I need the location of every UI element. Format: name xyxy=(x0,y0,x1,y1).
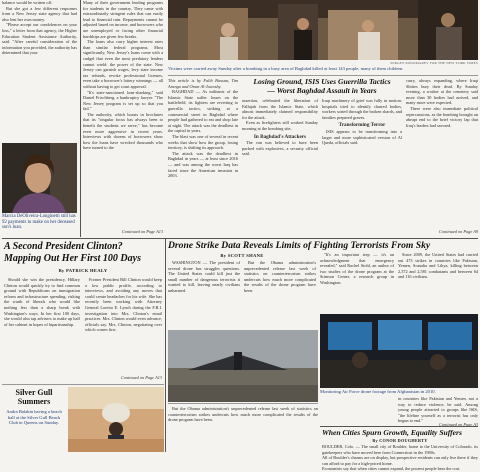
loan-story-paragraph: balance would be written off. xyxy=(2,0,53,5)
loan-story-paragraph: But she got a few different responses from a New Jersey state agency that had also lent her own money. xyxy=(2,5,77,22)
divider xyxy=(168,75,478,76)
section-divider xyxy=(2,238,478,239)
drone-paragraph: Since 2009, the United States had carried out 473 strikes in countries like Pakistan, Yemen, Somalia and Libya, killing between 2,372 and 2,581 combatants and between 64 and 116 civilians. xyxy=(398,252,478,280)
iraq-paragraph: The attack was the deadliest in Baghdad in years — at least since 2016 — and was among the worst Iraq has faced since the American invasion in 2003. xyxy=(168,150,238,179)
portrait-photo xyxy=(2,143,77,213)
divider xyxy=(168,403,318,404)
drone-photo xyxy=(168,330,318,402)
monitoring-scene-illustration xyxy=(320,314,478,388)
iraq-headline-line-2: — Worst Baghdad Assault in Years xyxy=(267,86,377,95)
drone-scene-illustration xyxy=(168,330,318,402)
loan-story-mid-column xyxy=(83,0,163,228)
clinton-paragraph: Former President Bill Clinton would keep a low public profile, according to interviews, and avoiding any moves that could create headaches for his wife. She has recently been working with Attorney General Loretta E. Lynch during the F.B.I. investigation into Mrs. Clinton's email practices. Mrs. Clinton would even advance, officials say. Mrs. Clinton, negotiating over which comes first. xyxy=(85,277,162,333)
iraq-paragraph: carry, always expanding, where Iraqi Shiites bury their dead. By Sunday evening, a worker at the cemetery said more than 30 bodies had arrived, and many more were expected. xyxy=(406,78,478,106)
drone-paragraph: "It's an important step — it's an acknowledgment that emergency revealed," said Rachel Stohl, an author of two studies of the drone program at the Stimson Center, a research group in Washington. xyxy=(320,252,394,285)
section-divider xyxy=(320,426,478,427)
loan-story-paragraph: "It's state-sanctioned loan-sharking," said Daniel Frischberg, a bankruptcy lawyer. "The New Jersey program is set up so that you fail." xyxy=(83,89,163,112)
portrait-caption: Marcia DeOliveira-Longinetti still has 92 payments to make on her deceased son's loan. xyxy=(2,214,76,231)
iraq-paragraph: assertion, celebrated the liberation of Fallujah from the Islamic State, which almost immediately claimed responsibility for the attack. xyxy=(242,98,318,120)
cities-headline[interactable]: When Cities Spurn Growth, Equality Suffers xyxy=(322,428,462,437)
baghdad-photo xyxy=(168,0,478,60)
loan-story-paragraph: "Please accept our condolences on your loss," a letter from that agency, the Higher Education Student Assistance Authority, said. "After careful consideration of the information you provided, the authority has determined that your xyxy=(2,22,77,56)
iraq-headline[interactable] xyxy=(242,77,402,95)
cities-column xyxy=(322,444,478,472)
iraq-headline-line-1: Losing Ground, ISIS Uses Guerrilla Tactics xyxy=(253,77,391,86)
column-divider xyxy=(165,238,166,452)
drone-paragraph: WASHINGTON — The president of several drone bas struggles questions. The United States could kill just the small number of dangerous terrorists it wanted to kill, leaving nearly civilians unharmed. xyxy=(168,260,240,293)
iraq-subhead: Transforming Terror xyxy=(338,122,386,129)
continued-link[interactable]: Continued on Page A13 xyxy=(121,229,163,234)
beach-photo xyxy=(68,387,164,452)
continued-link[interactable]: Continued on Page A3 xyxy=(439,422,478,427)
drone-paragraph: But the Obama administration's unprecedented release last week of statistics on counterterrorism strikes undercuts how much more complicated the results of the drone program have been. xyxy=(244,260,316,293)
loan-story-paragraph: The authority, which boasts in brochures that its "singular focus has always been to benefit the students we serve," has become even more aggressive in recent years. Interviews with dozens of borrowers show how the loans have wrecked thousands who have turned to the xyxy=(83,111,163,151)
drone-column-5 xyxy=(398,396,478,422)
continued-link[interactable]: Continued on Page A13 xyxy=(120,375,162,380)
drone-byline: By SCOTT SHANE xyxy=(220,253,264,258)
iraq-story-column-1 xyxy=(168,78,238,229)
iraq-paragraph: The blast was one of several in recent weeks that show how the group, losing territory, is shifting its approach. xyxy=(168,133,238,151)
continued-link[interactable]: Continued on Page A9 xyxy=(439,229,478,234)
clinton-column-2 xyxy=(85,277,162,373)
iraq-story-column-2 xyxy=(242,98,318,237)
portrait-illustration xyxy=(2,143,77,213)
beach-scene-illustration xyxy=(68,387,164,452)
iraq-paragraph: Even as firefighters still worked Sunday morning at the bombing site, xyxy=(242,120,318,131)
drone-headline[interactable]: Drone Strike Data Reveals Limits of Fighting Terrorists From Sky xyxy=(168,240,431,251)
cities-paragraph: BOULDER, Colo. — The small city of Boulder, home to the University of Colorado, its gatekeepers who have moved here from Connecticut in the 1980s. xyxy=(322,444,478,455)
silver-gull-caption: Andra Balakin having a beach ball at the Silver Gull Beach Club in Queens on Sunday. xyxy=(6,409,62,426)
iraq-story-column-3 xyxy=(322,98,402,237)
silver-gull-title xyxy=(4,388,64,406)
silver-gull-title-line-1: Silver Gull xyxy=(15,388,53,397)
iraq-story-column-4 xyxy=(406,78,478,229)
clinton-byline: By PATRICK HEALY xyxy=(58,268,108,273)
iraq-paragraph: Iraqi machinery of grief was fully in motion: hospitals tried to identify charred bodies, workers sorted through the broken shards, and families prepared graves. xyxy=(322,98,402,120)
baghdad-photo-caption: Victims were carried away Sunday after a bombing in a busy area of Baghdad killed at least 143 people, many of them children. xyxy=(168,66,404,71)
drone-paragraph: in countries like Pakistan and Yemen, not a way to reduce violence, he said. Among young people attracted to groups like ISIS, "the lifeline yourself as a terrorist has only begun to end." xyxy=(398,396,478,424)
silver-gull-title-line-2: Summers xyxy=(17,397,51,406)
photo-credit: SERGEY PONOMAREV FOR THE NEW YORK TIMES xyxy=(390,61,478,65)
clinton-headline[interactable]: A Second President Clinton? Mapping Out Her First 100 Days xyxy=(4,241,141,264)
drone-column-3 xyxy=(320,252,394,312)
cities-paragraph: Economists say that when cities cannot expand, the poorest people bear the cost. xyxy=(322,466,461,472)
drone-photo-caption: Monitoring Air Force drone footage from Afghanistan in 2010. xyxy=(320,389,436,394)
iraq-byline-note: This article is by Falih Hassan, Tim Arango and Omar Al-Jawoshy. xyxy=(168,78,238,89)
drone-lower-text xyxy=(168,406,318,452)
baghdad-scene-illustration xyxy=(168,0,478,60)
iraq-subhead: In Baghdad's Attackers xyxy=(253,133,307,140)
cities-byline: By CONOR DOUGHERTY xyxy=(372,438,428,443)
divider xyxy=(2,384,164,385)
drone-paragraph: But the Obama administration's unprecedented release last week of statistics on counterterrorism strikes undercuts how much more complicated the results of the drone program have been. xyxy=(168,406,318,423)
clinton-paragraph: Should she win the presidency, Hillary Clinton would quickly try to find common ground with Republicans on immigration reform and infrastructure spending, risking the wrath of liberals who would like nothing less than a sharp break with Washington's ways. In her first 100 days, she would also tap advisers to make up half of her cabinet in hopes of bipartisanship. xyxy=(4,277,80,327)
clinton-column-1 xyxy=(4,277,80,373)
column-divider xyxy=(80,0,81,237)
loan-story-paragraph: The loans also carry higher interest rates than similar federal programs. Most significantly, New Jersey's loans come with a cudgel that even the most predatory lenders cannot wield: the power of the state. New Jersey can garnish wages, levy state income tax refunds, revoke professional licenses, even take a borrower's lottery winnings — all without having to get court approval. xyxy=(83,39,163,89)
loan-story-left-column xyxy=(2,0,77,143)
monitoring-photo xyxy=(320,314,478,388)
iraq-paragraph: There were also immediate political repercussions, as the bombing brought an abrupt end to the brief victory lap that Iraq's leaders had savored. xyxy=(406,105,478,128)
iraq-paragraph: ISIS appears to be transforming into a larger and more sophisticated version of Al Qaeda, officials said. xyxy=(322,128,402,146)
iraq-paragraph: The van was believed to have been packed with explosives, a security official said. xyxy=(242,140,318,157)
cities-paragraph: All of Boulder's charms are on display, but prospective residents can only live there if they can afford to pay for a high-priced home. xyxy=(322,455,478,466)
iraq-paragraph: BAGHDAD — As militants of the Islamic State suffer losses on the battlefield, its fighters are reverting to guerrilla tactics, striking at a commercial street in Baghdad where people had gathered to eat and shop late at night. The attack was the deadliest in the capital in years. xyxy=(168,89,238,134)
drone-column-4 xyxy=(398,252,478,312)
loan-story-paragraph: Many of their government lending programs for students in the country. They came with extraordinarily stringent rules that can easily lead to financial ruin. Repayments cannot be adjusted based on income, and borrowers who are unemployed or facing other financial hardships are given few breaks. xyxy=(83,0,163,39)
